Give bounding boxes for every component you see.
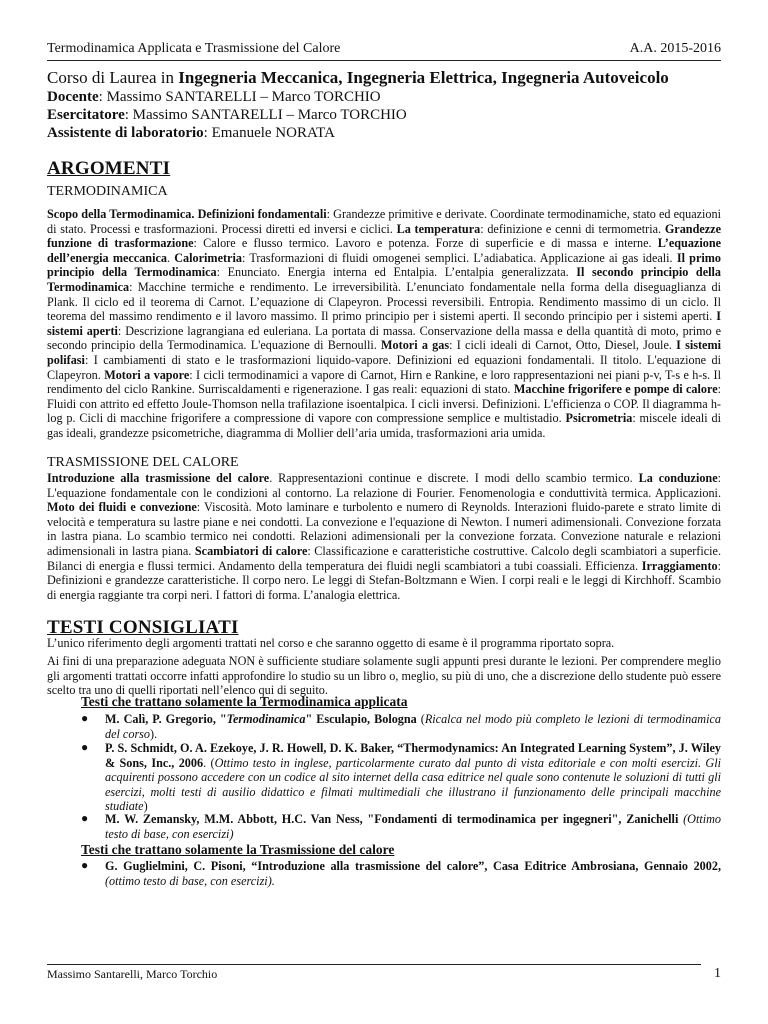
termodinamica-text-run: : I cicli termodinamici a vapore di Carnot, Hirn e Rankine, e loro rappresentazioni nei piani p-v, T-s e h-s. Il rendimento del ciclo Rankine. Surriscaldamenti e rigenerazione. I gas reali: equazioni di stato. bbox=[47, 367, 721, 397]
book-text-run: ( bbox=[416, 712, 425, 726]
trasmissione-text-run: : L'equazione fondamentale con le condizioni al contorno. La relazione di Fourier. Fenomenologia e conduttività termica. Applicazioni. bbox=[47, 471, 722, 500]
bullet-icon: ● bbox=[81, 858, 89, 872]
termodinamica-text-run: : Enunciato. Energia interna ed Entalpia. L’entalpia generalizzata. bbox=[216, 265, 577, 280]
termodinamica-text-run: : miscele ideali di gas ideali, grandezze psicometriche, diagramma di Mollier dell’aria umida, trasformazioni aria umida. bbox=[47, 411, 721, 440]
bullet-icon: ● bbox=[81, 711, 89, 725]
book-reference bbox=[105, 859, 721, 888]
trasmissione-text-run: La conduzione bbox=[638, 471, 718, 485]
termodinamica-text-run: : definizione e cenni di termometria. bbox=[480, 221, 665, 236]
termodinamica-text-run: : Calore e flusso termico. Lavoro e potenza. Forze di superficie e di massa e interne. bbox=[193, 236, 658, 251]
book-reference bbox=[105, 812, 721, 841]
termodinamica-text-run: : I cicli ideali di Carnot, Otto, Diesel, Joule. bbox=[449, 338, 677, 353]
book-text-run: P. S. Schmidt, O. A. Ezekoye, J. R. Howell, D. K. Baker, “Thermodynamics: An Integrated Learning System”, J. Wiley & Sons, Inc., 2006 bbox=[105, 741, 721, 770]
book-text-run: ). bbox=[150, 726, 158, 741]
testi-intro-2: Ai fini di una preparazione adeguata NON è sufficiente studiare solamente sugli appunti presi durante le lezioni. Per comprendere meglio gli argomenti trattati occorre infatti approfondire lo studio su un libro o, meglio, su più di uno, che a discrezione dello studente può essere scelto tra uno di quelli riportati nell’elenco qui di seguito. bbox=[47, 654, 721, 698]
trasmissione-text-run: Moto dei fluidi e convezione bbox=[47, 500, 197, 515]
termodinamica-heading: TERMODINAMICA bbox=[47, 184, 168, 199]
termodinamica-text-run: : Macchine termiche e rendimento. Le irreversibilità. L’enunciato fondamentale nella forma della diseguaglianza di Plank. Il ciclo ed il teorema di Carnot. L’equazione di Clapeyron. Processi reversibili. Entropia. Rendimento massimo di un ciclo. Il teorema del massimo rendimento e il lavoro massimo. Il primo principio per i sistemi aperti. Il secondo principio per i sistemi aperti. bbox=[47, 279, 721, 324]
course-degree-line bbox=[47, 67, 721, 88]
book-text-run: Termodinamica bbox=[226, 712, 306, 726]
trasmissione-text-run: : Viscosità. Moto laminare e turbolento e numero di Reynolds. Interazioni fluido-parete e strato limite di velocità e temperatura su lastre piane e nei condotti. La convezione e l'equazione di Newton. I numeri adimensionali. Convezione forzata in lastra piana. Lo scambio termico nei condotti. Relazioni adimensionali per la convezione forzata. Convezione naturale e relazioni adimensionali in lastra piana. bbox=[47, 500, 721, 558]
trasmissione-paragraph bbox=[47, 471, 721, 602]
termodinamica-text-run: La temperatura bbox=[396, 221, 481, 236]
book-text-run: G. Guglielmini, C. Pisoni, “Introduzione alla trasmissione del calore”, Casa Editrice Ambrosiana, Gennaio 2002, bbox=[105, 859, 721, 873]
termodinamica-text-run: Grandezze funzione di trasformazione bbox=[47, 221, 721, 251]
termodinamica-text-run: : Fluidi con attrito ed effetto Joule-Thomson nella trafilazione isoentalpica. I cicli inversi. Definizioni. L'efficienza o COP. Il diagramma h-log p. Cicli di macchine frigorifere a compressione di vapore con compressione semplice e multistadio. bbox=[47, 382, 721, 426]
trasmissione-text-run: . Rappresentazioni continue e discrete. I modi dello scambio termico. bbox=[269, 471, 639, 485]
bullet-icon: ● bbox=[81, 740, 89, 754]
header-course-title: Termodinamica Applicata e Trasmissione del Calore bbox=[47, 41, 341, 56]
group1-heading: Testi che trattano solamente la Termodinamica applicata bbox=[81, 694, 408, 709]
termodinamica-paragraph bbox=[47, 207, 721, 441]
docente-line bbox=[47, 88, 721, 106]
testi-title: TESTI CONSIGLIATI bbox=[47, 617, 239, 638]
esercitatore-label: Esercitatore bbox=[47, 107, 125, 123]
termodinamica-text-run: . bbox=[166, 250, 175, 265]
trasmissione-text-run: Introduzione alla trasmissione del calore bbox=[47, 471, 270, 485]
termodinamica-text-run: Macchine frigorifere e pompe di calore bbox=[513, 382, 718, 397]
termodinamica-text-run: Il primo principio della Termodinamica bbox=[47, 250, 722, 280]
bullet-icon: ● bbox=[81, 811, 89, 825]
page-header bbox=[47, 41, 721, 59]
esercitatore-line bbox=[47, 106, 721, 124]
termodinamica-text-run: : Grandezze primitive e derivate. Coordinate termodinamiche, stato ed equazioni di stato. Processi e trasformazioni. Processi diretti ed inversi e ciclici. bbox=[47, 207, 721, 236]
docente-label: Docente bbox=[47, 89, 99, 105]
termodinamica-text-run: : Descrizione lagrangiana ed euleriana. La portata di massa. Conservazione della massa e della quantità di moto, primo e secondo principio della Termodinamica. L'equazione di Bernoulli. bbox=[47, 323, 722, 353]
assistente-line bbox=[47, 124, 721, 142]
trasmissione-text-run: : Definizioni e grandezze caratteristiche. Il corpo nero. Le leggi di Stefan-Boltzmann e Wien. I corpi reali e le leggi di Kirchhoff. Scambio di energia raggiante tra corpi neri. I fattori di forma. L’analogia elettrica. bbox=[47, 558, 721, 602]
book-reference bbox=[105, 712, 721, 741]
assistente-value: : Emanuele NORATA bbox=[203, 125, 335, 141]
book-text-run: M. Calì, P. Gregorio, " bbox=[105, 712, 227, 726]
termodinamica-text-run: : Trasformazioni di fluidi omogenei semplici. L’adiabatica. Applicazione ai gas ideali. bbox=[241, 250, 677, 265]
header-divider bbox=[47, 60, 721, 61]
assistente-label: Assistente di laboratorio bbox=[47, 125, 204, 141]
termodinamica-text-run: : I cambiamenti di stato e le trasformazioni liquido-vapore. Definizioni ed equazioni fondamentali. Il titolo. L'equazione di Clapeyron. bbox=[47, 352, 721, 382]
trasmissione-text-run: : Classificazione e caratteristiche costruttive. Calcolo degli scambiatori a superficie. Bilanci di energia e flussi termici. Andamento della temperatura dei fluidi negli scambiatori a tubi coassiali. Efficienza. bbox=[47, 543, 721, 573]
course-degree-label: Corso di Laurea in bbox=[47, 68, 179, 87]
termodinamica-text-run: Scopo della Termodinamica. Definizioni fondamentali bbox=[47, 207, 327, 221]
termodinamica-text-run: Psicrometria bbox=[565, 411, 633, 426]
termodinamica-text-run: I sistemi polifasi bbox=[47, 338, 722, 367]
trasmissione-text-run: Irraggiamento bbox=[641, 558, 718, 573]
group2-heading: Testi che trattano solamente la Trasmissione del calore bbox=[81, 842, 395, 857]
docente-value: : Massimo SANTARELLI – Marco TORCHIO bbox=[98, 89, 381, 105]
termodinamica-text-run: Il secondo principio della Termodinamica bbox=[47, 265, 721, 294]
book-text-run: Ottimo testo in inglese, particolarmente curato dal punto di vista editoriale e con molti esercizi. Gli acquirenti possono accedere con un codice al sito internet della casa editrice nel quale sono contenute le soluzioni di tutti gli esercizi, molti testi di ausilio didattico e filmati multimediali che illustrano il funzionamento delle principali macchine studiate bbox=[105, 755, 722, 814]
termodinamica-text-run: Calorimetria bbox=[174, 250, 242, 265]
book-text-run: (Ottimo testo di base, con esercizi) bbox=[105, 812, 722, 841]
book-text-run: (ottimo testo di base, con esercizi). bbox=[105, 873, 275, 888]
book-text-run: M. W. Zemansky, M.M. Abbott, H.C. Van Ness, "Fondamenti di termodinamica per ingegneri", Zanichelli bbox=[105, 812, 679, 826]
testi-intro-1: L’unico riferimento degli argomenti trattati nel corso e che saranno oggetto di esame è il programma riportato sopra. bbox=[47, 636, 615, 650]
book-text-run: " Esculapio, Bologna bbox=[305, 712, 417, 726]
book-text-run: ) bbox=[143, 799, 148, 814]
termodinamica-text-run: Motori a gas bbox=[381, 338, 450, 353]
footer-divider bbox=[47, 964, 701, 965]
book-text-run: . ( bbox=[203, 755, 215, 770]
esercitatore-value: : Massimo SANTARELLI – Marco TORCHIO bbox=[124, 107, 407, 123]
trasmissione-text-run: Scambiatori di calore bbox=[194, 543, 308, 558]
course-degree-value: Ingegneria Meccanica, Ingegneria Elettrica, Ingegneria Autoveicolo bbox=[178, 68, 669, 87]
trasmissione-heading: TRASMISSIONE DEL CALORE bbox=[47, 455, 239, 470]
course-info bbox=[47, 67, 721, 142]
termodinamica-text-run: L’equazione dell’energia meccanica bbox=[47, 236, 722, 265]
footer-authors: Massimo Santarelli, Marco Torchio bbox=[47, 967, 218, 981]
header-academic-year: A.A. 2015-2016 bbox=[629, 41, 721, 56]
page-number: 1 bbox=[714, 966, 721, 981]
termodinamica-text-run: Motori a vapore bbox=[104, 367, 190, 382]
termodinamica-text-run: I sistemi aperti bbox=[47, 309, 721, 338]
book-text-run: Ricalca nel modo più completo le lezioni di termodinamica del corso bbox=[105, 712, 721, 741]
argomenti-title: ARGOMENTI bbox=[47, 158, 171, 179]
book-reference bbox=[105, 741, 721, 814]
